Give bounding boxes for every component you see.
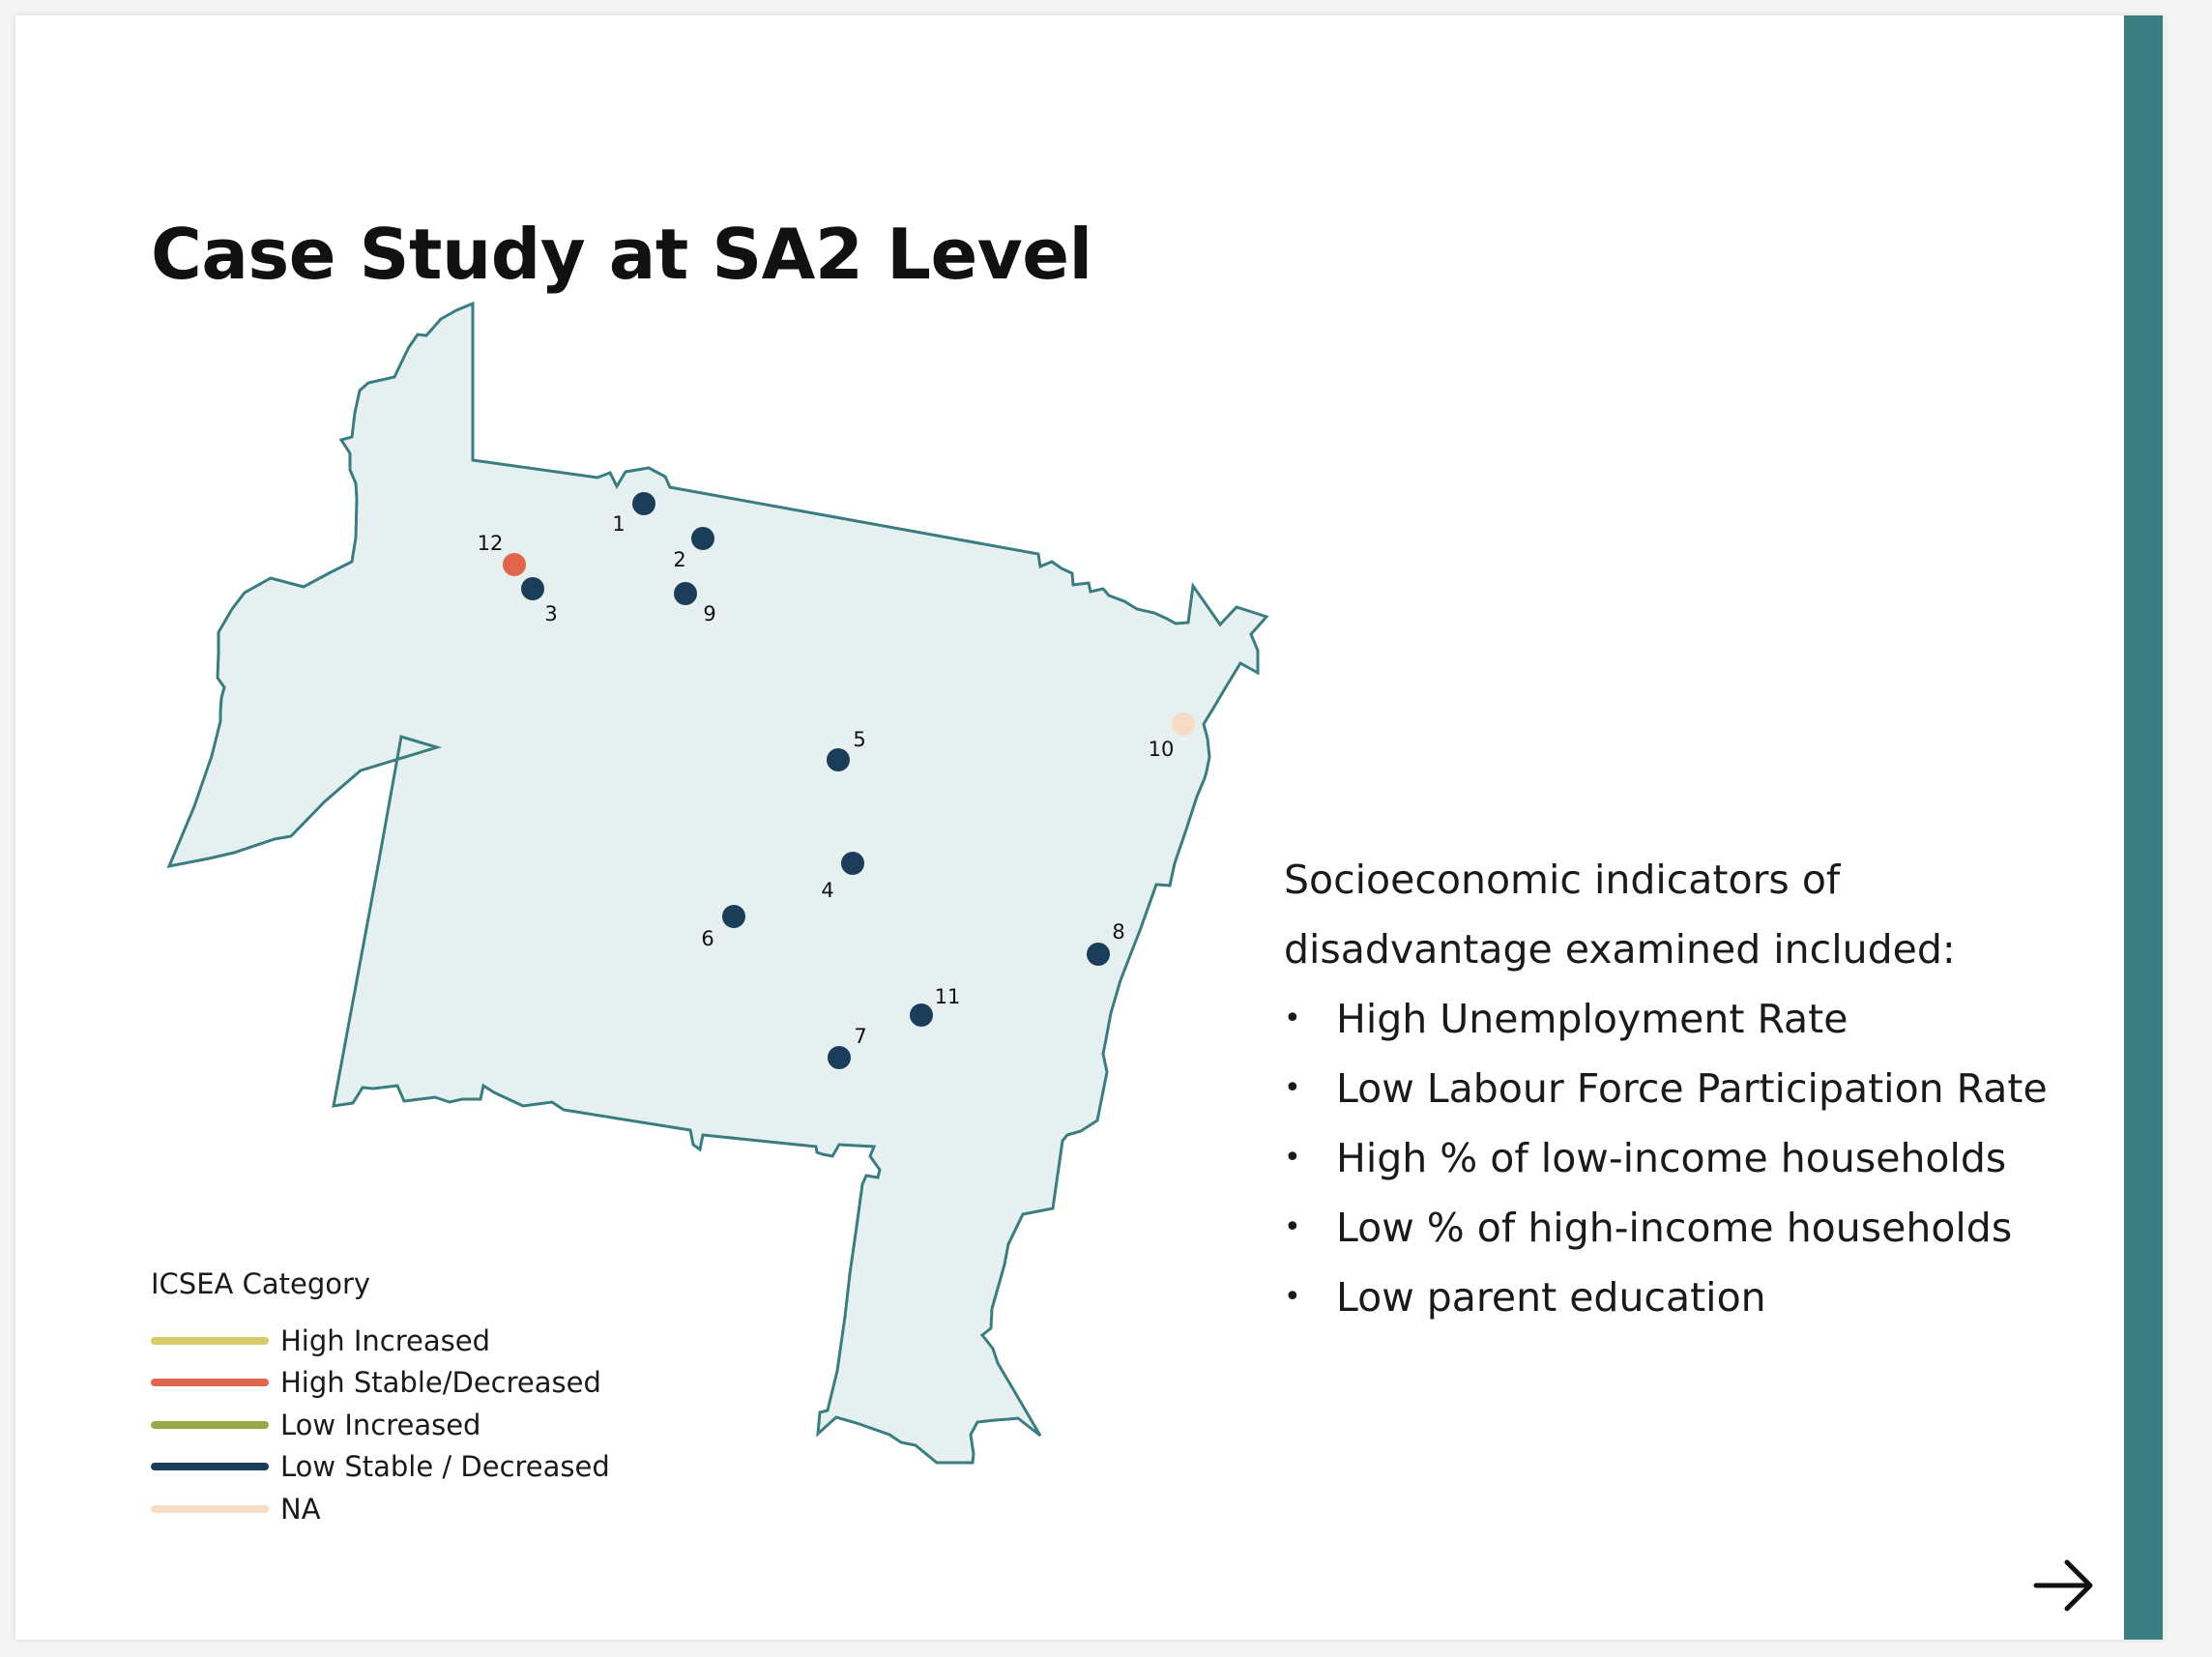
- school-label-10: 10: [1148, 738, 1175, 761]
- bullet-icon: •: [1284, 1210, 1301, 1244]
- legend-swatch: [151, 1505, 269, 1513]
- indicator-item: • High % of low-income households: [1284, 1123, 2135, 1193]
- bullet-icon: •: [1284, 1280, 1301, 1314]
- indicator-item: • Low Labour Force Participation Rate: [1284, 1054, 2135, 1123]
- school-label-4: 4: [821, 879, 834, 902]
- school-marker-7: [828, 1046, 851, 1069]
- school-marker-1: [632, 492, 655, 515]
- slide: [15, 15, 2163, 1640]
- indicators-text: [1284, 845, 2135, 1332]
- indicator-list: [1284, 984, 2135, 1332]
- arrow-right-icon[interactable]: [2030, 1551, 2100, 1620]
- bullet-icon: •: [1284, 1002, 1301, 1035]
- indicator-item: • High Unemployment Rate: [1284, 984, 2135, 1054]
- intro-line-1: Socioeconomic indicators of: [1284, 857, 1841, 903]
- school-marker-5: [827, 748, 850, 771]
- school-marker-9: [674, 582, 697, 605]
- accent-bar: [2124, 15, 2163, 1640]
- school-label-2: 2: [673, 548, 686, 571]
- school-label-7: 7: [854, 1025, 867, 1048]
- school-marker-10: [1172, 712, 1195, 736]
- slide-title: Case Study at SA2 Level: [151, 214, 1092, 295]
- school-label-3: 3: [544, 602, 558, 625]
- legend-item: Low Stable / Decreased: [151, 1446, 610, 1489]
- bullet-icon: •: [1284, 1141, 1301, 1175]
- school-marker-8: [1087, 943, 1110, 966]
- school-label-1: 1: [612, 512, 626, 536]
- school-label-6: 6: [701, 927, 714, 950]
- legend-item: NA: [151, 1488, 610, 1530]
- school-marker-4: [841, 852, 864, 875]
- indicator-item: • Low parent education: [1284, 1263, 2135, 1332]
- legend-swatch: [151, 1379, 269, 1386]
- school-marker-11: [910, 1003, 933, 1027]
- legend-item: High Increased: [151, 1320, 610, 1362]
- legend-title: ICSEA Category: [151, 1267, 371, 1300]
- map-legend: [151, 1267, 610, 1530]
- school-marker-6: [722, 905, 745, 928]
- legend-swatch: [151, 1421, 269, 1429]
- legend-swatch: [151, 1463, 269, 1470]
- school-label-9: 9: [703, 602, 716, 625]
- school-label-12: 12: [477, 532, 504, 555]
- intro-line-2: disadvantage examined included:: [1284, 926, 1956, 973]
- school-label-8: 8: [1112, 920, 1125, 944]
- legend-item: Low Increased: [151, 1404, 610, 1446]
- school-label-5: 5: [853, 728, 866, 751]
- school-marker-3: [521, 577, 544, 600]
- school-marker-12: [503, 553, 526, 576]
- legend-swatch: [151, 1337, 269, 1345]
- bullet-icon: •: [1284, 1071, 1301, 1105]
- school-marker-2: [691, 527, 714, 550]
- indicator-item: • Low % of high-income households: [1284, 1193, 2135, 1263]
- legend-item: High Stable/Decreased: [151, 1362, 610, 1405]
- school-label-11: 11: [934, 985, 961, 1008]
